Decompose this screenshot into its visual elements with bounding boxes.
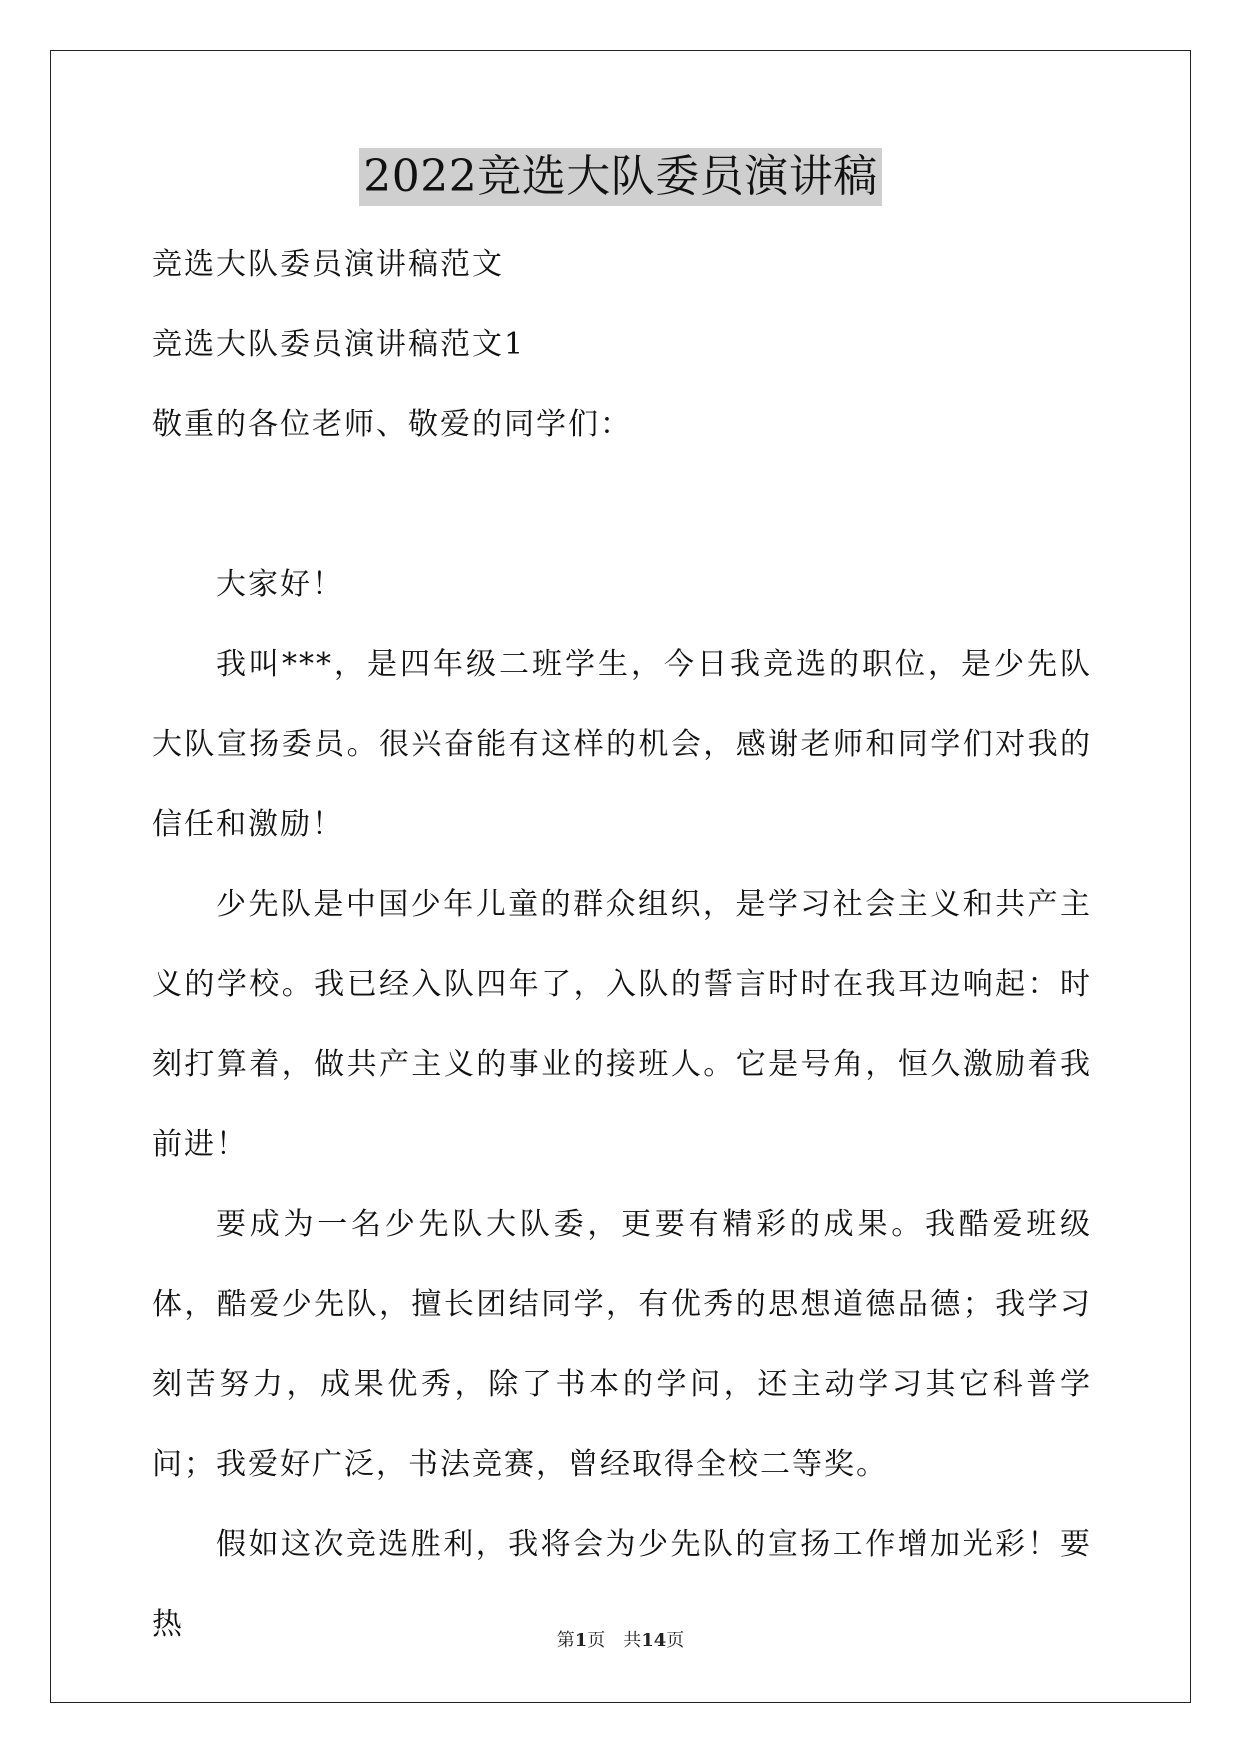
page-prefix: 第 [556,1630,575,1651]
page-footer [0,1626,1241,1652]
document-title: 2022竞选大队委员演讲稿 [359,148,881,206]
subtitle-line: 竞选大队委员演讲稿范文 [152,247,504,282]
paragraph-pioneers: 少先队是中国少年儿童的群众组织，是学习社会主义和共产主义的学校。我已经入队四年了，入队的誓言时时在我耳边响起：时刻打算着，做共产主义的事业的接班人。它是号角，恒久激励着我前进！ [152,887,1092,1162]
title-container [0,148,1241,206]
paragraph-qualifications: 要成为一名少先队大队委，更要有精彩的成果。我酷爱班级体，酷爱少先队，擅长团结同学，有优秀的思想道德品德；我学习刻苦努力，成果优秀，除了书本的学问，还主动学习其它科普学问；我爱好广泛，书法竞赛，曾经取得全校二等奖。 [152,1207,1092,1482]
page-number: 1 [574,1630,588,1651]
paragraph-greeting: 大家好！ [216,567,344,602]
paragraph-introduction: 我叫***，是四年级二班学生，今日我竞选的职位，是少先队大队宣扬委员。很兴奋能有这样的机会，感谢老师和同学们对我的信任和激励！ [152,647,1092,842]
document-body [152,225,1092,1665]
subtitle-line-numbered: 竞选大队委员演讲稿范文1 [152,327,526,362]
total-pages: 14 [641,1630,667,1651]
salutation: 敬重的各位老师、敬爱的同学们： [152,407,632,442]
blank-line [152,465,1092,545]
page-suffix: 页 [587,1630,606,1651]
paragraph-promise: 假如这次竞选胜利，我将会为少先队的宣扬工作增加光彩！要热 [152,1527,1092,1642]
total-suffix: 页 [666,1630,685,1651]
total-prefix: 共 [623,1630,642,1651]
